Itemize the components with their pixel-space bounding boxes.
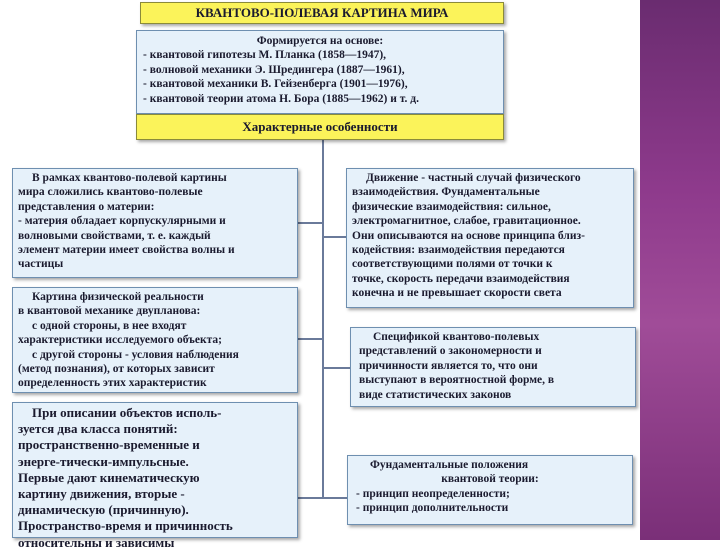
- box-line: волновыми свойствами, т. е. каждый: [18, 229, 211, 242]
- box-line: точке, скорость передачи взаимодействия: [352, 272, 570, 285]
- box-line: - материя обладает корпускулярными и: [18, 215, 226, 228]
- box-line: характеристики исследуемого объекта;: [18, 334, 222, 347]
- box-line: с одной стороны, в нее входят: [32, 319, 187, 332]
- box-line: Движение - частный случай физического: [366, 172, 581, 184]
- box-line: взаимодействия. Фундаментальные: [352, 186, 540, 199]
- box-line: кодействия: взаимодействия передаются: [352, 244, 565, 257]
- box-line: представления о материи:: [18, 200, 155, 213]
- box-line: Фундаментальные положения: [370, 459, 529, 471]
- basis-item: - волновой механики Э. Шредингера (1887—1961),: [143, 63, 405, 76]
- matter-representation-box: [12, 168, 298, 278]
- box-line: квантовой теории:: [441, 473, 539, 486]
- features-heading: Характерные особенности: [136, 114, 504, 140]
- box-line: динамическую (причинную).: [18, 502, 189, 518]
- box-line: физические взаимодействия: сильное,: [352, 200, 551, 213]
- connector-left-3: [298, 497, 323, 499]
- probabilistic-laws-box: [350, 327, 636, 407]
- box-line: Спецификой квантово-полевых: [373, 331, 540, 343]
- box-line: с другой стороны - условия наблюдения: [32, 348, 239, 361]
- connector-left-1: [298, 222, 323, 224]
- box-line: причинности является то, что они: [359, 359, 538, 372]
- connector-right-2: [323, 367, 351, 369]
- connector-left-2: [298, 338, 323, 340]
- box-line: (метод познания), от которых зависит: [18, 363, 215, 376]
- interaction-box: [346, 168, 634, 308]
- box-line: зуется два класса понятий:: [18, 421, 178, 437]
- box-line: виде статистических законов: [359, 388, 512, 401]
- box-line: При описании объектов исполь-: [32, 405, 222, 420]
- physical-reality-box: [12, 287, 298, 393]
- box-line: - принцип дополнительности: [356, 502, 509, 515]
- box-line: частицы: [18, 258, 64, 271]
- basis-heading: Формируется на основе:: [256, 35, 384, 47]
- connector-right-1: [323, 236, 347, 238]
- diagram-title: КВАНТОВО-ПОЛЕВАЯ КАРТИНА МИРА: [140, 2, 504, 24]
- box-line: Пространство-время и причинность: [18, 518, 233, 534]
- box-line: В рамках квантово-полевой картины: [32, 172, 227, 184]
- box-line: энерге-тически-импульсные.: [18, 453, 189, 469]
- box-line: Первые дают кинематическую: [18, 469, 200, 485]
- basis-item: - квантовой механики В. Гейзенберга (1901—1976),: [143, 78, 408, 91]
- box-line: в квантовой механике двупланова:: [18, 305, 201, 318]
- box-line: определенность этих характеристик: [18, 377, 207, 390]
- box-line: элемент материи имеет свойства волны и: [18, 244, 235, 257]
- box-line: относительны и зависимы: [18, 534, 175, 550]
- box-line: - принцип неопределенности;: [356, 487, 510, 500]
- basis-box: [136, 30, 504, 114]
- connector-trunk: [322, 140, 324, 498]
- basis-item: - квантовой гипотезы М. Планка (1858—1947),: [143, 49, 387, 62]
- box-line: электромагнитное, слабое, гравитационное.: [352, 215, 581, 228]
- box-line: пространственно-временные и: [18, 437, 200, 453]
- box-line: конечна и не превышает скорости света: [352, 287, 562, 300]
- decorative-side-strip: [640, 0, 720, 540]
- concept-classes-box: [12, 402, 298, 550]
- box-line: Картина физической реальности: [32, 291, 204, 303]
- box-line: соответствующими полями от точки к: [352, 258, 553, 271]
- quantum-principles-box: [347, 455, 633, 525]
- box-line: мира сложились квантово-полевые: [18, 186, 203, 199]
- box-line: представлений о закономерности и: [359, 345, 542, 358]
- box-line: картину движения, вторые -: [18, 486, 185, 502]
- box-line: выступают в вероятностной форме, в: [359, 374, 555, 387]
- box-line: Они описываются на основе принципа близ-: [352, 229, 585, 242]
- connector-right-3: [323, 497, 348, 499]
- basis-item: - квантовой теории атома Н. Бора (1885—1962) и т. д.: [143, 92, 419, 105]
